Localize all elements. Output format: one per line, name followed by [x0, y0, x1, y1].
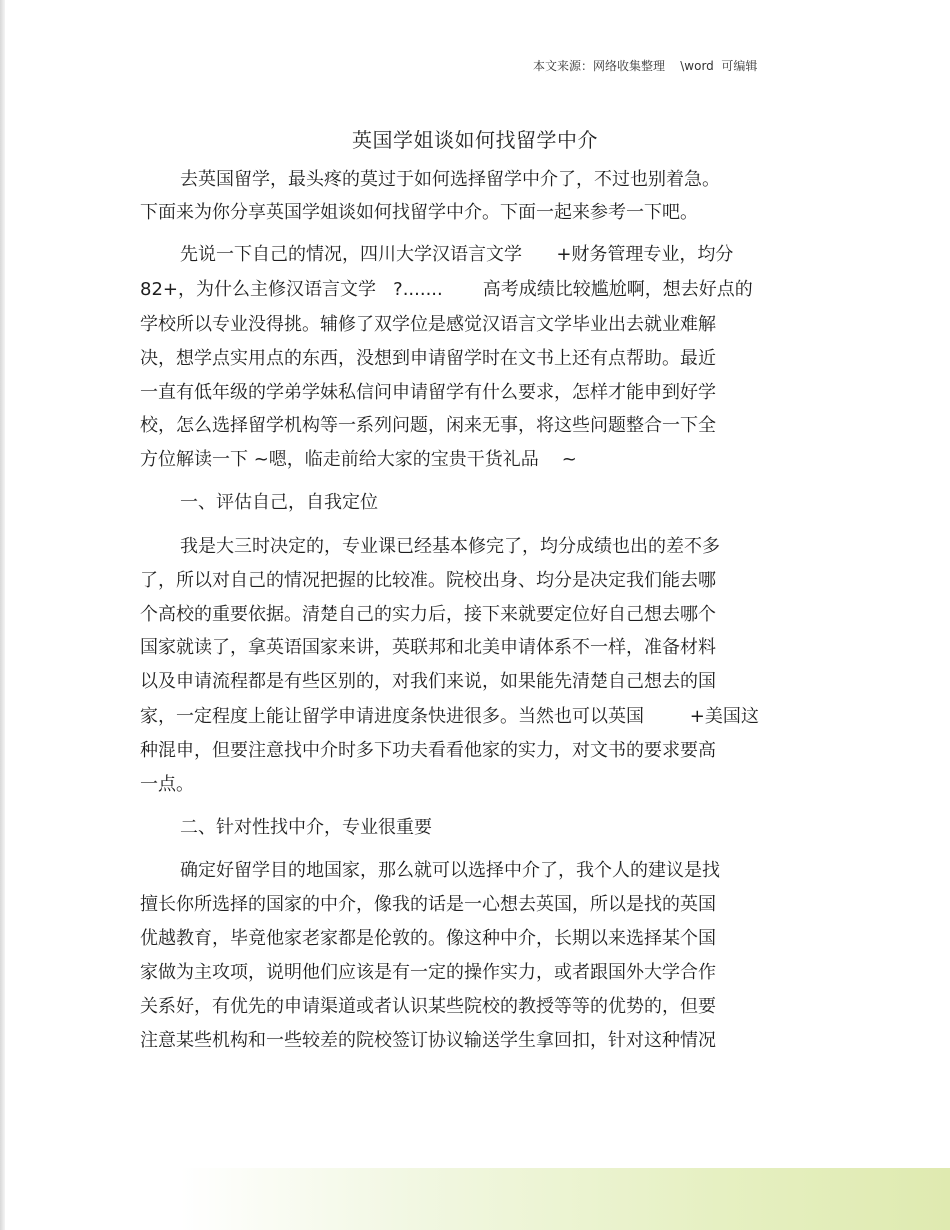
paragraph-line: 家，一定程度上能让留学申请进度条快进很多。当然也可以英国 +美国这: [140, 706, 759, 727]
paragraph-line: 校，怎么选择留学机构等一系列问题，闲来无事，将这些问题整合一下全: [140, 415, 716, 436]
paragraph-line: 关系好，有优先的申请渠道或者认识某些院校的教授等等的优势的，但要: [140, 996, 716, 1017]
paragraph-line: 以及申请流程都是有些区别的，对我们来说，如果能先清楚自己想去的国: [140, 671, 716, 692]
paragraph-line: 个高校的重要依据。清楚自己的实力后，接下来就要定位好自己想去哪个: [140, 604, 716, 625]
page-edge-shadow: [0, 0, 5, 1230]
paragraph-line: 了，所以对自己的情况把握的比较准。院校出身、均分是决定我们能去哪: [140, 570, 716, 591]
paragraph-line: 注意某些机构和一些较差的院校签订协议输送学生拿回扣，针对这种情况: [140, 1030, 716, 1051]
paragraph-line: 国家就读了，拿英语国家来讲，英联邦和北美申请体系不一样，准备材料: [140, 637, 716, 658]
document-title: 英国学姐谈如何找留学中介: [352, 128, 598, 152]
paragraph-line: 我是大三时决定的，专业课已经基本修完了，均分成绩也出的差不多: [180, 536, 720, 557]
paragraph-line: 一直有低年级的学弟学妹私信问申请留学有什么要求，怎样才能申到好学: [140, 382, 716, 403]
paragraph-line: 82+，为什么主修汉语言文学 ?....... 高考成绩比较尴尬啊，想去好点的: [140, 279, 753, 300]
paragraph-line: 家做为主攻项，说明他们应该是有一定的操作实力，或者跟国外大学合作: [140, 962, 716, 983]
paragraph-line: 先说一下自己的情况，四川大学汉语言文学 +财务管理专业，均分: [180, 244, 734, 265]
header-source-note: 本文来源：网络收集整理 \word 可编辑: [533, 59, 758, 73]
paragraph-line: 去英国留学，最头疼的莫过于如何选择留学中介了，不过也别着急。: [180, 169, 720, 190]
paragraph-line: 方位解读一下 ~嗯，临走前给大家的宝贵干货礼品 ~: [140, 449, 577, 470]
paragraph-line: 决，想学点实用点的东西，没想到申请留学时在文书上还有点帮助。最近: [140, 348, 716, 369]
paragraph-line: 一点。: [140, 774, 194, 795]
section-heading: 二、针对性找中介，专业很重要: [180, 817, 432, 838]
paragraph-line: 优越教育，毕竟他家老家都是伦敦的。像这种中介，长期以来选择某个国: [140, 928, 716, 949]
section-heading: 一、评估自己，自我定位: [180, 492, 378, 513]
paragraph-line: 下面来为你分享英国学姐谈如何找留学中介。下面一起来参考一下吧。: [140, 202, 698, 223]
paragraph-line: 种混申，但要注意找中介时多下功夫看看他家的实力，对文书的要求要高: [140, 740, 716, 761]
bottom-decorative-band: [180, 1168, 950, 1230]
paragraph-line: 擅长你所选择的国家的中介，像我的话是一心想去英国，所以是找的英国: [140, 894, 716, 915]
paragraph-line: 确定好留学目的地国家，那么就可以选择中介了，我个人的建议是找: [180, 860, 720, 881]
paragraph-line: 学校所以专业没得挑。辅修了双学位是感觉汉语言文学毕业出去就业难解: [140, 314, 716, 335]
